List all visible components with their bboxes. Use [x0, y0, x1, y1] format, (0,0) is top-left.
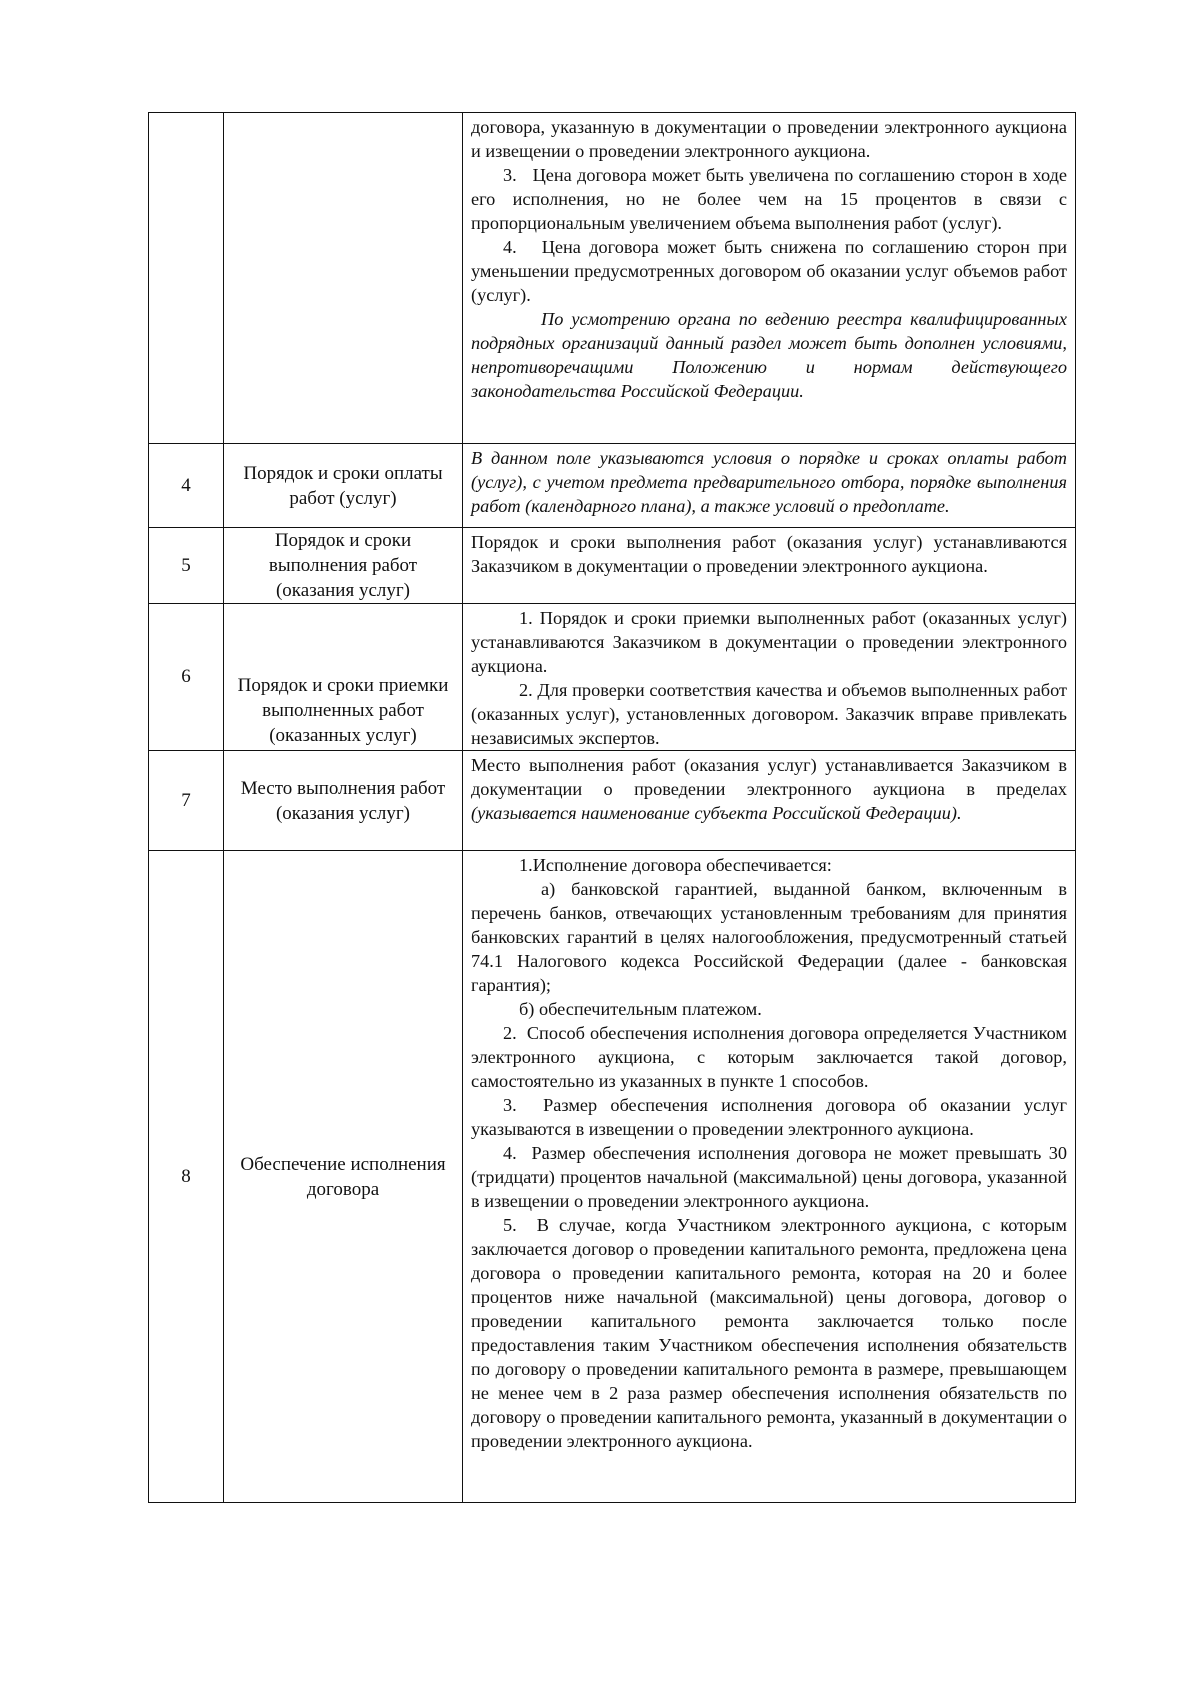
row-number: 7: [149, 751, 224, 851]
italic-note: По усмотрению органа по ведению реестра квалифицированных подрядных организаций данный раздел может быть дополнен условиями, непротиворечащими Положению и нормам действующего законодательства Российской Федерации.: [471, 309, 1067, 401]
document-table: [148, 112, 1076, 1503]
paragraph: Порядок и сроки выполнения работ (оказания услуг) устанавливаются Заказчиком в документации о проведении электронного аукциона.: [471, 532, 1067, 576]
paragraph: 2. Для проверки соответствия качества и объемов выполненных работ (оказанных услуг), установленных договором. Заказчик вправе привлекать независимых экспертов.: [471, 680, 1067, 748]
paragraph: [471, 753, 1067, 825]
row-content: [463, 113, 1076, 444]
paragraph: 1. Порядок и сроки приемки выполненных работ (оказанных услуг) устанавливаются Заказчиком в документации о проведении электронного аукциона.: [471, 608, 1067, 676]
paragraph: 3. Цена договора может быть увеличена по соглашению сторон в ходе его исполнения, но не более чем на 15 процентов в связи с пропорциональным увеличением объема выполнения работ (услуг).: [471, 165, 1067, 233]
row-content: [463, 751, 1076, 851]
table-row: [149, 113, 1076, 444]
paragraph: договора, указанную в документации о проведении электронного аукциона и извещении о проведении электронного аукциона.: [471, 117, 1067, 161]
row-content: [463, 528, 1076, 604]
row-title: Место выполнения работ (оказания услуг): [224, 751, 463, 851]
italic-note: (указывается наименование субъекта Российской Федерации).: [471, 803, 962, 823]
row-title: Порядок и сроки оплаты работ (услуг): [224, 444, 463, 528]
paragraph: б) обеспечительным платежом.: [519, 999, 762, 1019]
paragraph: 4. Цена договора может быть снижена по соглашению сторон при уменьшении предусмотренных договором об оказании услуг объемов работ (услуг).: [471, 237, 1067, 305]
row-number: [149, 113, 224, 444]
row-content: [463, 444, 1076, 528]
row-title: Порядок и сроки приемки выполненных работ (оказанных услуг): [224, 604, 463, 751]
row-number: 6: [149, 604, 224, 751]
row-title: Обеспечение исполнения договора: [224, 851, 463, 1503]
italic-note: В данном поле указываются условия о порядке и сроках оплаты работ (услуг), с учетом предмета предварительного отбора, порядке выполнения работ (календарного плана), а также условий о предоплате.: [471, 448, 1067, 516]
table-row: [149, 444, 1076, 528]
table-row: [149, 851, 1076, 1503]
paragraph-text: Место выполнения работ (оказания услуг) устанавливается Заказчиком в документации о проведении электронного аукциона в пределах: [471, 755, 1067, 799]
paragraph: 4. Размер обеспечения исполнения договора не может превышать 30 (тридцати) процентов начальной (максимальной) цены договора, указанной в извещении о проведении электронного аукциона.: [471, 1143, 1067, 1211]
table-row: [149, 604, 1076, 751]
row-content: [463, 851, 1076, 1503]
paragraph: 2. Способ обеспечения исполнения договора определяется Участником электронного аукциона, с которым заключается такой договор, самостоятельно из указанных в пункте 1 способов.: [471, 1023, 1067, 1091]
paragraph: 3. Размер обеспечения исполнения договора об оказании услуг указываются в извещении о проведении электронного аукциона.: [471, 1095, 1067, 1139]
row-number: 4: [149, 444, 224, 528]
row-number: 8: [149, 851, 224, 1503]
table-row: [149, 528, 1076, 604]
paragraph: а) банковской гарантией, выданной банком, включенным в перечень банков, отвечающих установленным требованиям для принятия банковских гарантий в целях налогообложения, предусмотренный статьей 74.1 Налогового кодекса Российской Федерации (далее - банковская гарантия);: [471, 879, 1067, 995]
row-title: [224, 113, 463, 444]
paragraph: 1.Исполнение договора обеспечивается:: [519, 855, 832, 875]
row-content: [463, 604, 1076, 751]
row-title: Порядок и сроки выполнения работ (оказания услуг): [224, 528, 463, 604]
paragraph: 5. В случае, когда Участником электронного аукциона, с которым заключается договор о проведении капитального ремонта, предложена цена договора о проведении капитального ремонта, которая на 20 и более процентов ниже начальной (максимальной) цены договора, договор о проведении капитального ремонта заключается только после предоставления таким Участником обеспечения исполнения обязательств по договору о проведении капитального ремонта в размере, превышающем не менее чем в 2 раза размер обеспечения исполнения обязательств по договору о проведении капитального ремонта, указанный в документации о проведении электронного аукциона.: [471, 1215, 1067, 1451]
table-row: [149, 751, 1076, 851]
row-number: 5: [149, 528, 224, 604]
